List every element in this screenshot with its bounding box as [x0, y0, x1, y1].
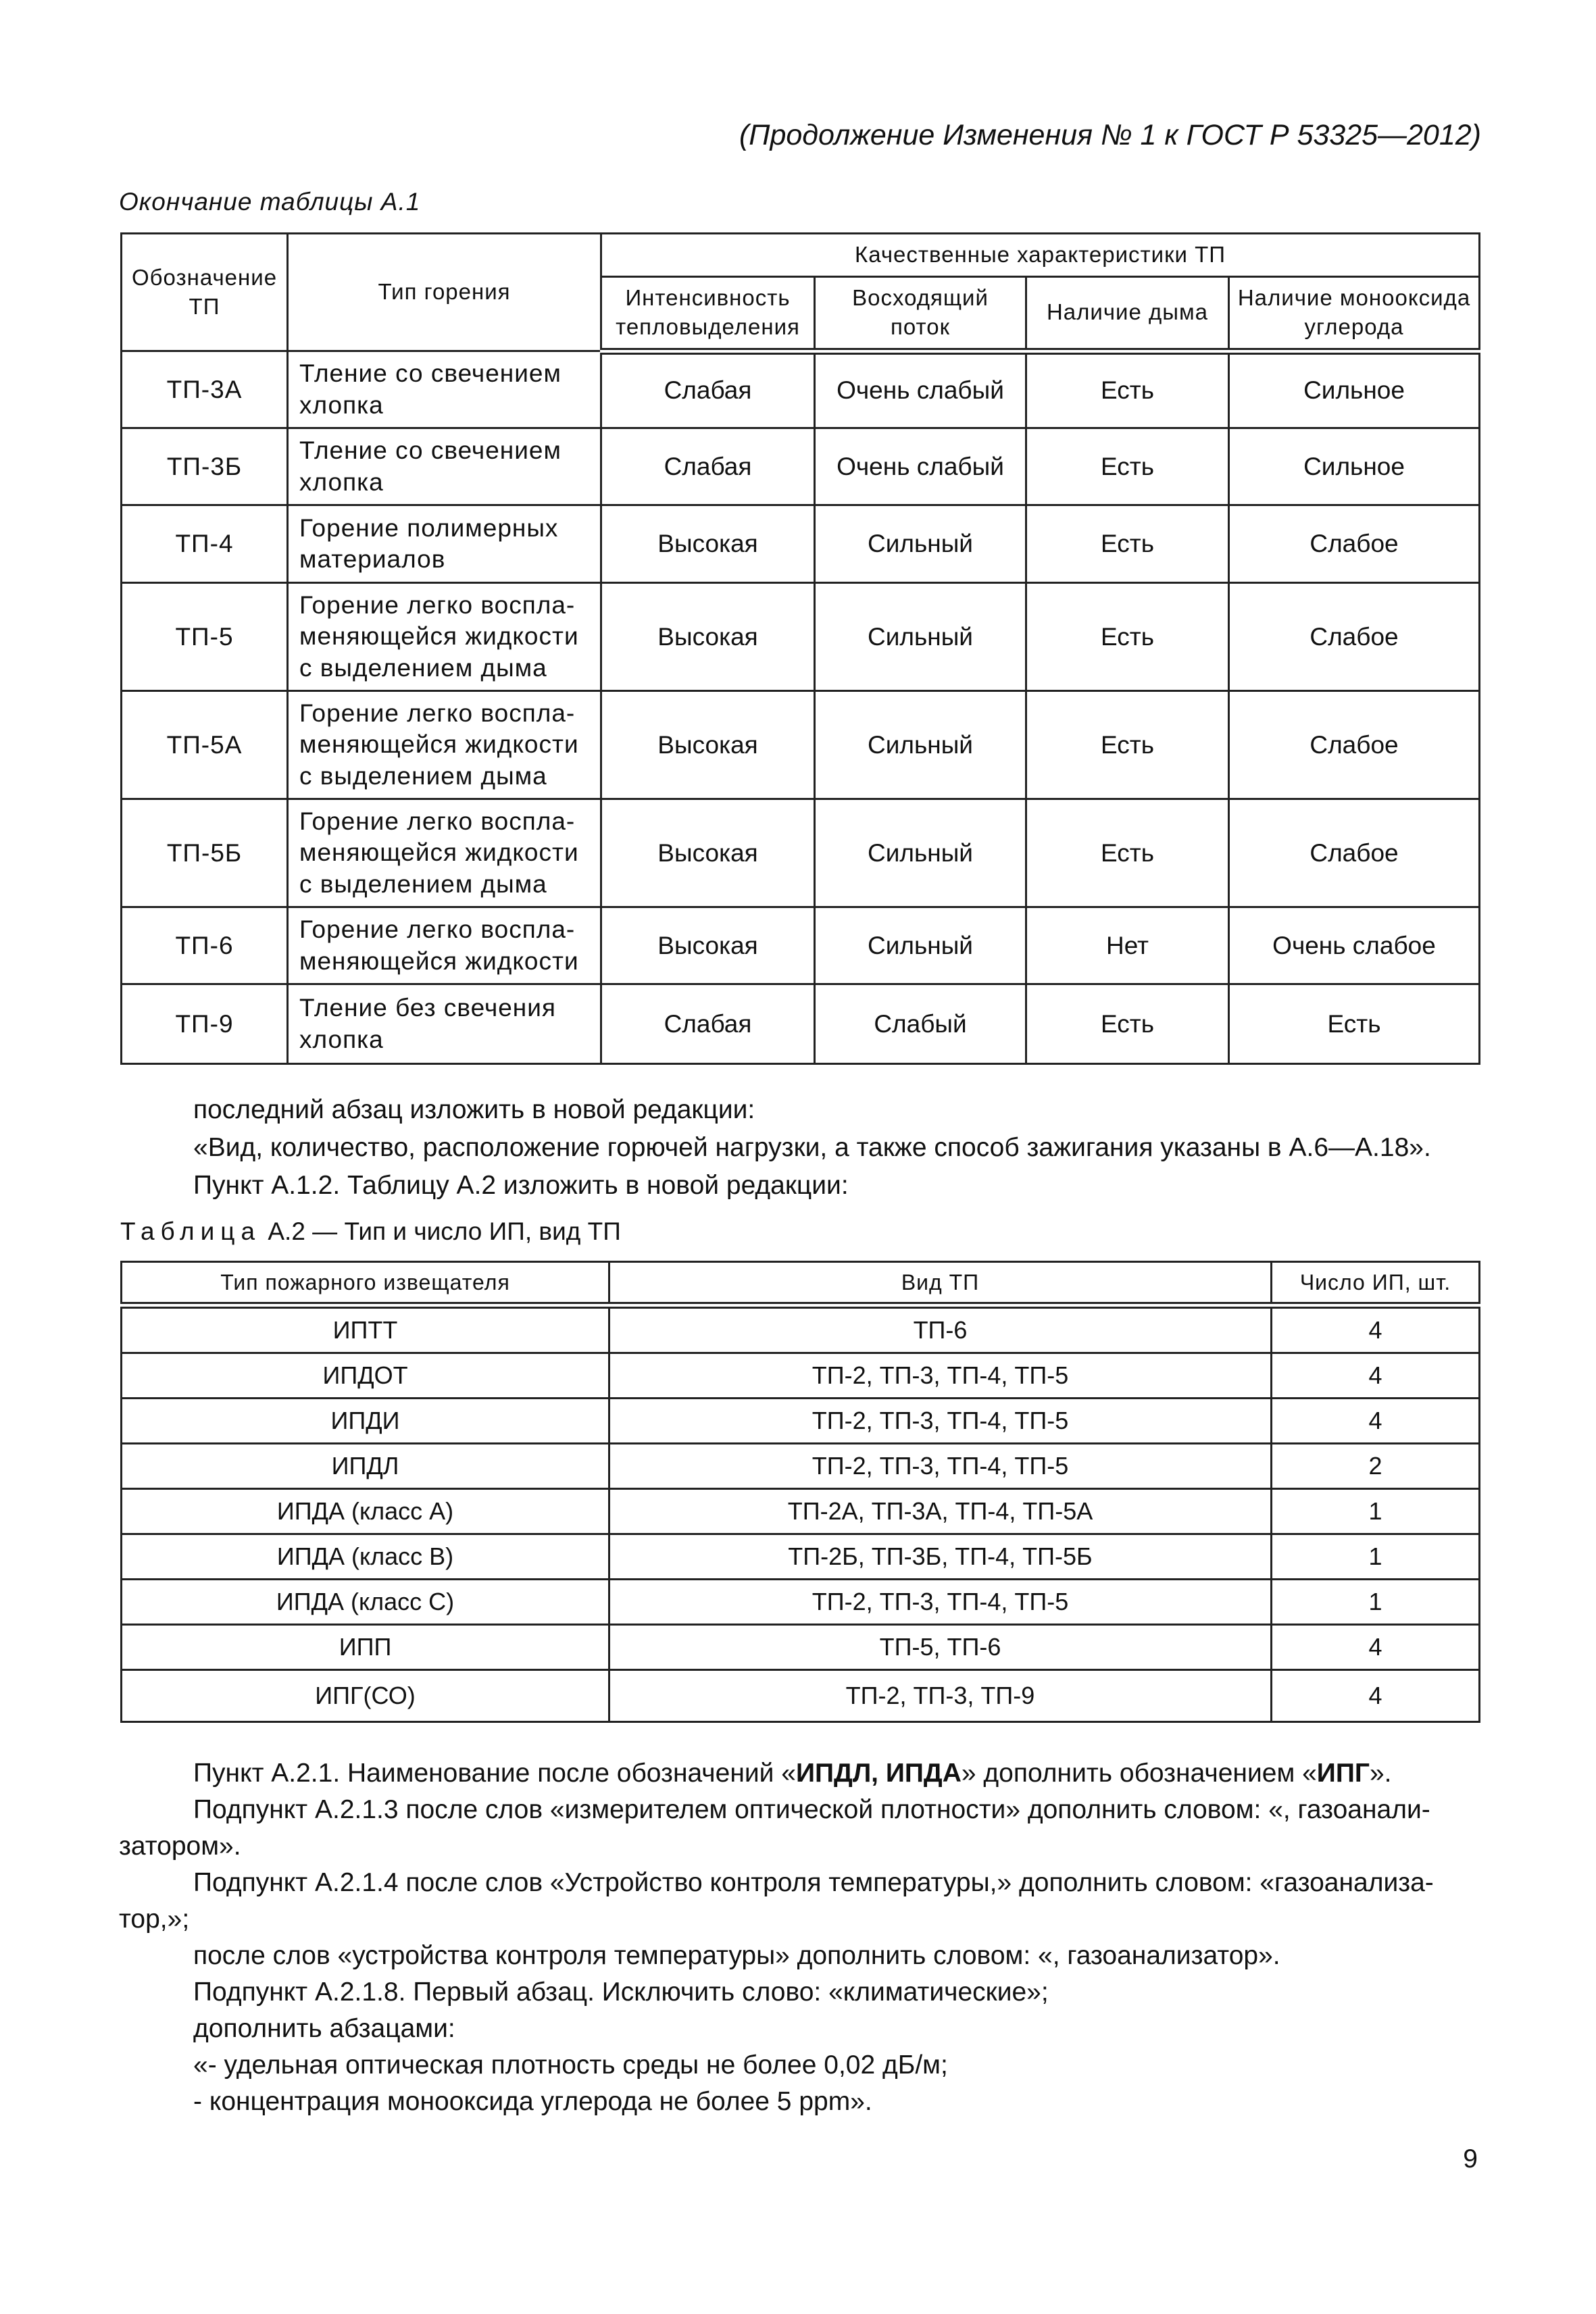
heat-cell: Слабая	[601, 984, 815, 1064]
table-row	[122, 1305, 1480, 1353]
kind-cell: ТП-2, ТП-3, ТП-4, ТП-5	[609, 1399, 1272, 1444]
kind-cell: ТП-2, ТП-3, ТП-4, ТП-5	[609, 1353, 1272, 1399]
col-co-header: Наличие монооксида углерода	[1229, 277, 1480, 351]
flow-cell: Очень слабый	[815, 351, 1026, 428]
table-row	[122, 351, 1480, 428]
table-row	[122, 1444, 1480, 1489]
smoke-cell: Есть	[1026, 428, 1229, 505]
designation-cell: ТП-3Б	[122, 428, 288, 505]
paragraph: «Вид, количество, расположение горючей нагрузки, а также способ зажигания указаны в А.6—А.18».	[193, 1133, 1431, 1162]
table-row	[122, 691, 1480, 799]
paragraph: Подпункт А.2.1.4 после слов «Устройство контроля температуры,» дополнить словом: «газоанализа-	[193, 1868, 1434, 1897]
flow-cell: Сильный	[815, 583, 1026, 691]
count-cell: 4	[1272, 1353, 1480, 1399]
paragraph-continuation: затором».	[119, 1832, 241, 1861]
col-kind-header: Тип горения	[288, 234, 601, 351]
count-cell: 1	[1272, 1534, 1480, 1580]
paragraph: после слов «устройства контроля температуры» дополнить словом: «, газоанализатор».	[193, 1941, 1280, 1970]
page-header: (Продолжение Изменения № 1 к ГОСТ Р 53325—2012)	[739, 119, 1481, 151]
kind-cell: Тление со свечением хлопка	[288, 351, 601, 428]
heat-cell: Высокая	[601, 691, 815, 799]
heat-cell: Высокая	[601, 907, 815, 984]
paragraph: последний абзац изложить в новой редакции:	[193, 1095, 755, 1124]
designation-cell: ТП-3А	[122, 351, 288, 428]
kind-cell: ТП-2А, ТП-3А, ТП-4, ТП-5А	[609, 1489, 1272, 1534]
smoke-cell: Есть	[1026, 799, 1229, 907]
co-cell: Сильное	[1229, 428, 1480, 505]
count-cell: 4	[1272, 1625, 1480, 1670]
table2-caption	[120, 1217, 621, 1246]
paragraph: Пункт А.1.2. Таблицу А.2 изложить в новой редакции:	[193, 1171, 849, 1200]
table-row	[122, 505, 1480, 583]
count-cell: 4	[1272, 1670, 1480, 1722]
smoke-cell: Есть	[1026, 984, 1229, 1064]
col-count-header: Число ИП, шт.	[1272, 1262, 1480, 1306]
co-cell: Слабое	[1229, 505, 1480, 583]
count-cell: 4	[1272, 1305, 1480, 1353]
co-cell: Слабое	[1229, 691, 1480, 799]
heat-cell: Высокая	[601, 583, 815, 691]
type-cell: ИПГ(СО)	[122, 1670, 609, 1722]
col-heat-header: Интенсивность тепловыделения	[601, 277, 815, 351]
col-group-header: Качественные характеристики ТП	[601, 234, 1480, 277]
table2-caption-word: Таблица	[120, 1217, 261, 1245]
bold-text: ИПДЛ, ИПДА	[795, 1759, 962, 1788]
flow-cell: Сильный	[815, 799, 1026, 907]
type-cell: ИПДА (класс С)	[122, 1580, 609, 1625]
count-cell: 1	[1272, 1489, 1480, 1534]
table-row	[122, 1399, 1480, 1444]
kind-cell: ТП-2, ТП-3, ТП-4, ТП-5	[609, 1580, 1272, 1625]
col-flow-header: Восходящий поток	[815, 277, 1026, 351]
type-cell: ИПДА (класс А)	[122, 1489, 609, 1534]
heat-cell: Слабая	[601, 351, 815, 428]
table-row	[122, 1580, 1480, 1625]
kind-cell: ТП-2, ТП-3, ТП-4, ТП-5	[609, 1444, 1272, 1489]
kind-cell: Горение легко воспла-меняющейся жидкости с выделением дыма	[288, 691, 601, 799]
type-cell: ИПДЛ	[122, 1444, 609, 1489]
col-smoke-header: Наличие дыма	[1026, 277, 1229, 351]
table2-caption-rest: А.2 — Тип и число ИП, вид ТП	[261, 1217, 621, 1245]
table-a2	[120, 1261, 1480, 1723]
designation-cell: ТП-4	[122, 505, 288, 583]
type-cell: ИПТТ	[122, 1305, 609, 1353]
count-cell: 2	[1272, 1444, 1480, 1489]
smoke-cell: Нет	[1026, 907, 1229, 984]
table-a1	[120, 232, 1480, 1065]
table-row	[122, 1625, 1480, 1670]
paragraph: Подпункт А.2.1.3 после слов «измерителем оптической плотности» дополнить словом: «, газоанали-	[193, 1795, 1430, 1824]
col-kind-header: Вид ТП	[609, 1262, 1272, 1306]
bold-text: ИПГ	[1316, 1759, 1370, 1788]
text-run: » дополнить обозначением «	[961, 1759, 1317, 1788]
flow-cell: Сильный	[815, 691, 1026, 799]
table-row	[122, 907, 1480, 984]
list-item: «- удельная оптическая плотность среды не более 0,02 дБ/м;	[193, 2051, 948, 2080]
list-item: - концентрация монооксида углерода не более 5 ppm».	[193, 2087, 872, 2116]
type-cell: ИПДИ	[122, 1399, 609, 1444]
flow-cell: Сильный	[815, 505, 1026, 583]
flow-cell: Очень слабый	[815, 428, 1026, 505]
flow-cell: Сильный	[815, 907, 1026, 984]
co-cell: Очень слабое	[1229, 907, 1480, 984]
paragraph	[119, 1758, 1553, 1790]
type-cell: ИПП	[122, 1625, 609, 1670]
kind-cell: Горение легко воспла-меняющейся жидкости	[288, 907, 601, 984]
kind-cell: Горение полимерных материалов	[288, 505, 601, 583]
col-designation-header: Обозначение ТП	[122, 234, 288, 351]
count-cell: 4	[1272, 1399, 1480, 1444]
designation-cell: ТП-5Б	[122, 799, 288, 907]
table1-caption: Окончание таблицы А.1	[119, 188, 421, 216]
designation-cell: ТП-9	[122, 984, 288, 1064]
table-row	[122, 1670, 1480, 1722]
text-run: Пункт А.2.1. Наименование после обозначений «	[193, 1759, 796, 1788]
kind-cell: Горение легко воспла-меняющейся жидкости с выделением дыма	[288, 583, 601, 691]
table-row	[122, 984, 1480, 1064]
paragraph: дополнить абзацами:	[193, 2014, 455, 2043]
kind-cell: ТП-6	[609, 1305, 1272, 1353]
kind-cell: Горение легко воспла-меняющейся жидкости с выделением дыма	[288, 799, 601, 907]
kind-cell: ТП-2Б, ТП-3Б, ТП-4, ТП-5Б	[609, 1534, 1272, 1580]
count-cell: 1	[1272, 1580, 1480, 1625]
flow-cell: Слабый	[815, 984, 1026, 1064]
table-row	[122, 1489, 1480, 1534]
co-cell: Слабое	[1229, 799, 1480, 907]
table-row	[122, 1353, 1480, 1399]
smoke-cell: Есть	[1026, 505, 1229, 583]
kind-cell: ТП-2, ТП-3, ТП-9	[609, 1670, 1272, 1722]
table-row	[122, 428, 1480, 505]
kind-cell: ТП-5, ТП-6	[609, 1625, 1272, 1670]
kind-cell: Тление без свечения хлопка	[288, 984, 601, 1064]
smoke-cell: Есть	[1026, 691, 1229, 799]
heat-cell: Слабая	[601, 428, 815, 505]
col-type-header: Тип пожарного извещателя	[122, 1262, 609, 1306]
kind-cell: Тление со свечением хлопка	[288, 428, 601, 505]
type-cell: ИПДОТ	[122, 1353, 609, 1399]
table-row	[122, 1534, 1480, 1580]
designation-cell: ТП-6	[122, 907, 288, 984]
paragraph-continuation: тор,»;	[119, 1905, 190, 1934]
type-cell: ИПДА (класс В)	[122, 1534, 609, 1580]
heat-cell: Высокая	[601, 799, 815, 907]
paragraph: Подпункт А.2.1.8. Первый абзац. Исключить слово: «климатические»;	[193, 1978, 1049, 2007]
table-row	[122, 583, 1480, 691]
co-cell: Слабое	[1229, 583, 1480, 691]
heat-cell: Высокая	[601, 505, 815, 583]
text-run: ».	[1369, 1759, 1392, 1788]
smoke-cell: Есть	[1026, 351, 1229, 428]
page-number: 9	[1463, 2144, 1478, 2173]
co-cell: Сильное	[1229, 351, 1480, 428]
table-row	[122, 799, 1480, 907]
smoke-cell: Есть	[1026, 583, 1229, 691]
designation-cell: ТП-5А	[122, 691, 288, 799]
designation-cell: ТП-5	[122, 583, 288, 691]
co-cell: Есть	[1229, 984, 1480, 1064]
